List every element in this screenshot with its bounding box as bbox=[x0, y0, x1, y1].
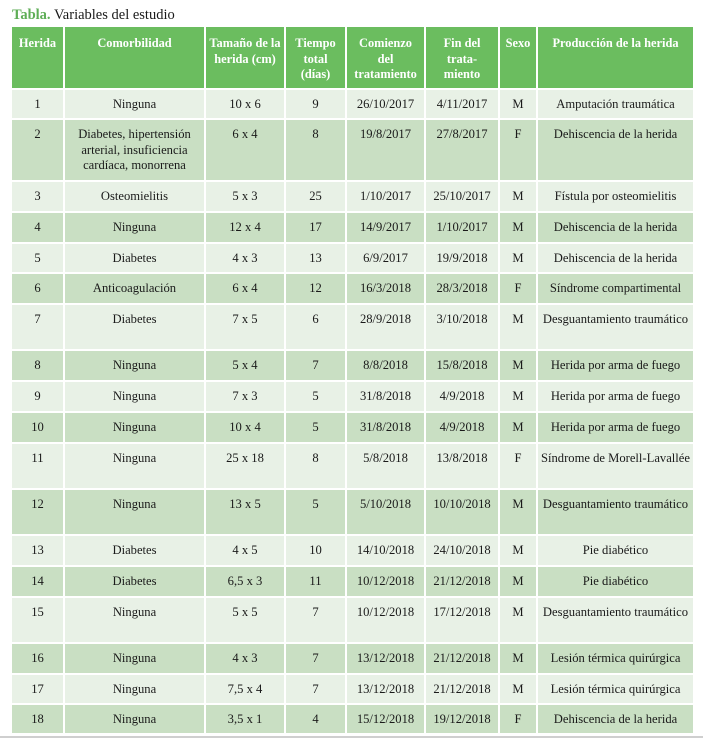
cell-fin: 24/10/2018 bbox=[425, 535, 499, 566]
header-herida: Herida bbox=[11, 26, 64, 89]
cell-comorbilidad: Ninguna bbox=[64, 643, 205, 674]
cell-sexo: M bbox=[499, 643, 537, 674]
cell-tiempo: 17 bbox=[285, 212, 346, 243]
study-variables-table bbox=[10, 25, 695, 735]
cell-tamano: 3,5 x 1 bbox=[205, 704, 285, 734]
cell-fin: 3/10/2018 bbox=[425, 304, 499, 350]
cell-tiempo: 7 bbox=[285, 597, 346, 643]
table-row bbox=[11, 674, 694, 704]
cell-herida: 3 bbox=[11, 181, 64, 212]
header-tiempo: Tiempo total (días) bbox=[285, 26, 346, 89]
cell-tamano: 4 x 5 bbox=[205, 535, 285, 566]
cell-comienzo: 31/8/2018 bbox=[346, 381, 425, 412]
cell-sexo: M bbox=[499, 381, 537, 412]
cell-comorbilidad: Ninguna bbox=[64, 381, 205, 412]
cell-fin: 21/12/2018 bbox=[425, 643, 499, 674]
cell-produccion: Pie diabético bbox=[537, 566, 694, 597]
table-caption bbox=[12, 6, 175, 24]
cell-produccion: Pie diabético bbox=[537, 535, 694, 566]
cell-comienzo: 19/8/2017 bbox=[346, 119, 425, 181]
header-row bbox=[11, 26, 694, 89]
cell-sexo: M bbox=[499, 350, 537, 381]
header-sexo: Sexo bbox=[499, 26, 537, 89]
cell-comienzo: 26/10/2017 bbox=[346, 89, 425, 119]
cell-tamano: 7,5 x 4 bbox=[205, 674, 285, 704]
cell-produccion: Dehiscencia de la herida bbox=[537, 704, 694, 734]
cell-tamano: 10 x 4 bbox=[205, 412, 285, 443]
cell-comorbilidad: Diabetes, hipertensión arterial, insuficiencia cardíaca, monorrena bbox=[64, 119, 205, 181]
cell-sexo: F bbox=[499, 704, 537, 734]
cell-herida: 17 bbox=[11, 674, 64, 704]
cell-tiempo: 12 bbox=[285, 273, 346, 304]
cell-fin: 17/12/2018 bbox=[425, 597, 499, 643]
cell-herida: 4 bbox=[11, 212, 64, 243]
cell-comienzo: 6/9/2017 bbox=[346, 243, 425, 273]
table-row bbox=[11, 273, 694, 304]
cell-herida: 2 bbox=[11, 119, 64, 181]
cell-fin: 21/12/2018 bbox=[425, 566, 499, 597]
cell-comorbilidad: Ninguna bbox=[64, 412, 205, 443]
cell-fin: 19/9/2018 bbox=[425, 243, 499, 273]
cell-comienzo: 13/12/2018 bbox=[346, 674, 425, 704]
cell-comienzo: 8/8/2018 bbox=[346, 350, 425, 381]
header-fin: Fin del trata- miento bbox=[425, 26, 499, 89]
cell-herida: 10 bbox=[11, 412, 64, 443]
cell-sexo: M bbox=[499, 535, 537, 566]
cell-comienzo: 15/12/2018 bbox=[346, 704, 425, 734]
cell-herida: 5 bbox=[11, 243, 64, 273]
cell-herida: 1 bbox=[11, 89, 64, 119]
cell-herida: 12 bbox=[11, 489, 64, 535]
cell-produccion: Desguantamiento traumático bbox=[537, 304, 694, 350]
cell-tamano: 7 x 5 bbox=[205, 304, 285, 350]
table-row bbox=[11, 704, 694, 734]
cell-comorbilidad: Osteomielitis bbox=[64, 181, 205, 212]
cell-produccion: Herida por arma de fuego bbox=[537, 412, 694, 443]
cell-comorbilidad: Diabetes bbox=[64, 243, 205, 273]
table-row bbox=[11, 535, 694, 566]
cell-sexo: F bbox=[499, 119, 537, 181]
cell-tamano: 25 x 18 bbox=[205, 443, 285, 489]
cell-comienzo: 13/12/2018 bbox=[346, 643, 425, 674]
cell-sexo: F bbox=[499, 443, 537, 489]
cell-herida: 16 bbox=[11, 643, 64, 674]
cell-produccion: Lesión térmica quirúrgica bbox=[537, 643, 694, 674]
cell-comorbilidad: Ninguna bbox=[64, 704, 205, 734]
cell-tiempo: 4 bbox=[285, 704, 346, 734]
cell-fin: 21/12/2018 bbox=[425, 674, 499, 704]
cell-sexo: M bbox=[499, 181, 537, 212]
cell-fin: 15/8/2018 bbox=[425, 350, 499, 381]
cell-herida: 6 bbox=[11, 273, 64, 304]
cell-herida: 15 bbox=[11, 597, 64, 643]
cell-sexo: M bbox=[499, 566, 537, 597]
cell-herida: 9 bbox=[11, 381, 64, 412]
table-row bbox=[11, 566, 694, 597]
cell-sexo: M bbox=[499, 243, 537, 273]
cell-sexo: M bbox=[499, 304, 537, 350]
cell-fin: 28/3/2018 bbox=[425, 273, 499, 304]
cell-tamano: 5 x 4 bbox=[205, 350, 285, 381]
cell-tamano: 13 x 5 bbox=[205, 489, 285, 535]
cell-produccion: Síndrome compartimental bbox=[537, 273, 694, 304]
table-row bbox=[11, 304, 694, 350]
cell-tiempo: 7 bbox=[285, 674, 346, 704]
cell-fin: 27/8/2017 bbox=[425, 119, 499, 181]
cell-fin: 1/10/2017 bbox=[425, 212, 499, 243]
cell-tiempo: 5 bbox=[285, 381, 346, 412]
cell-tamano: 6,5 x 3 bbox=[205, 566, 285, 597]
table-row bbox=[11, 350, 694, 381]
cell-herida: 11 bbox=[11, 443, 64, 489]
cell-comorbilidad: Ninguna bbox=[64, 443, 205, 489]
cell-comienzo: 10/12/2018 bbox=[346, 597, 425, 643]
cell-tamano: 6 x 4 bbox=[205, 119, 285, 181]
cell-sexo: M bbox=[499, 489, 537, 535]
cell-comienzo: 5/10/2018 bbox=[346, 489, 425, 535]
cell-herida: 8 bbox=[11, 350, 64, 381]
header-comienzo: Comienzo del tratamiento bbox=[346, 26, 425, 89]
cell-comienzo: 14/10/2018 bbox=[346, 535, 425, 566]
cell-produccion: Dehiscencia de la herida bbox=[537, 212, 694, 243]
cell-comorbilidad: Diabetes bbox=[64, 535, 205, 566]
table-row bbox=[11, 119, 694, 181]
cell-sexo: M bbox=[499, 89, 537, 119]
header-produccion: Producción de la herida bbox=[537, 26, 694, 89]
cell-tamano: 4 x 3 bbox=[205, 243, 285, 273]
cell-produccion: Dehiscencia de la herida bbox=[537, 119, 694, 181]
cell-tamano: 10 x 6 bbox=[205, 89, 285, 119]
cell-produccion: Fístula por osteomielitis bbox=[537, 181, 694, 212]
cell-comorbilidad: Ninguna bbox=[64, 350, 205, 381]
cell-comienzo: 10/12/2018 bbox=[346, 566, 425, 597]
cell-produccion: Herida por arma de fuego bbox=[537, 381, 694, 412]
cell-tiempo: 13 bbox=[285, 243, 346, 273]
cell-produccion: Desguantamiento traumático bbox=[537, 597, 694, 643]
cell-comienzo: 31/8/2018 bbox=[346, 412, 425, 443]
cell-fin: 19/12/2018 bbox=[425, 704, 499, 734]
cell-tamano: 4 x 3 bbox=[205, 643, 285, 674]
cell-produccion: Dehiscencia de la herida bbox=[537, 243, 694, 273]
cell-produccion: Desguantamiento traumático bbox=[537, 489, 694, 535]
cell-tiempo: 8 bbox=[285, 443, 346, 489]
cell-tiempo: 11 bbox=[285, 566, 346, 597]
cell-tiempo: 8 bbox=[285, 119, 346, 181]
cell-fin: 25/10/2017 bbox=[425, 181, 499, 212]
cell-comienzo: 28/9/2018 bbox=[346, 304, 425, 350]
cell-comorbilidad: Ninguna bbox=[64, 89, 205, 119]
cell-tamano: 6 x 4 bbox=[205, 273, 285, 304]
cell-fin: 10/10/2018 bbox=[425, 489, 499, 535]
caption-title: Variables del estudio bbox=[53, 7, 175, 23]
table-body bbox=[11, 89, 694, 734]
cell-comorbilidad: Ninguna bbox=[64, 674, 205, 704]
cell-tiempo: 7 bbox=[285, 643, 346, 674]
table-row bbox=[11, 381, 694, 412]
cell-comienzo: 5/8/2018 bbox=[346, 443, 425, 489]
cell-comorbilidad: Ninguna bbox=[64, 597, 205, 643]
cell-tiempo: 7 bbox=[285, 350, 346, 381]
bottom-divider bbox=[0, 736, 703, 738]
cell-fin: 4/9/2018 bbox=[425, 412, 499, 443]
cell-comorbilidad: Ninguna bbox=[64, 489, 205, 535]
table-header bbox=[11, 26, 694, 89]
cell-herida: 14 bbox=[11, 566, 64, 597]
cell-produccion: Herida por arma de fuego bbox=[537, 350, 694, 381]
cell-tiempo: 6 bbox=[285, 304, 346, 350]
caption-label: Tabla. bbox=[12, 7, 51, 23]
cell-comorbilidad: Anticoagulación bbox=[64, 273, 205, 304]
cell-sexo: M bbox=[499, 597, 537, 643]
cell-tamano: 12 x 4 bbox=[205, 212, 285, 243]
cell-produccion: Amputación traumática bbox=[537, 89, 694, 119]
table-row bbox=[11, 643, 694, 674]
cell-comienzo: 1/10/2017 bbox=[346, 181, 425, 212]
table-row bbox=[11, 243, 694, 273]
table-row bbox=[11, 412, 694, 443]
header-tamano: Tamaño de la herida (cm) bbox=[205, 26, 285, 89]
cell-tamano: 7 x 3 bbox=[205, 381, 285, 412]
cell-comorbilidad: Diabetes bbox=[64, 566, 205, 597]
table-row bbox=[11, 597, 694, 643]
cell-fin: 13/8/2018 bbox=[425, 443, 499, 489]
cell-fin: 4/9/2018 bbox=[425, 381, 499, 412]
cell-comienzo: 14/9/2017 bbox=[346, 212, 425, 243]
cell-sexo: M bbox=[499, 212, 537, 243]
cell-tiempo: 5 bbox=[285, 489, 346, 535]
cell-tiempo: 25 bbox=[285, 181, 346, 212]
cell-tiempo: 5 bbox=[285, 412, 346, 443]
cell-herida: 7 bbox=[11, 304, 64, 350]
cell-comorbilidad: Diabetes bbox=[64, 304, 205, 350]
cell-produccion: Síndrome de Morell-Lavallée bbox=[537, 443, 694, 489]
table-row bbox=[11, 443, 694, 489]
header-comorbilidad: Comorbilidad bbox=[64, 26, 205, 89]
cell-produccion: Lesión térmica quirúrgica bbox=[537, 674, 694, 704]
cell-comienzo: 16/3/2018 bbox=[346, 273, 425, 304]
table-row bbox=[11, 212, 694, 243]
cell-comorbilidad: Ninguna bbox=[64, 212, 205, 243]
cell-herida: 13 bbox=[11, 535, 64, 566]
cell-tamano: 5 x 5 bbox=[205, 597, 285, 643]
cell-fin: 4/11/2017 bbox=[425, 89, 499, 119]
cell-tiempo: 10 bbox=[285, 535, 346, 566]
cell-herida: 18 bbox=[11, 704, 64, 734]
table-row bbox=[11, 89, 694, 119]
table-row bbox=[11, 181, 694, 212]
cell-tiempo: 9 bbox=[285, 89, 346, 119]
cell-sexo: M bbox=[499, 412, 537, 443]
cell-sexo: F bbox=[499, 273, 537, 304]
table-row bbox=[11, 489, 694, 535]
cell-tamano: 5 x 3 bbox=[205, 181, 285, 212]
cell-sexo: M bbox=[499, 674, 537, 704]
